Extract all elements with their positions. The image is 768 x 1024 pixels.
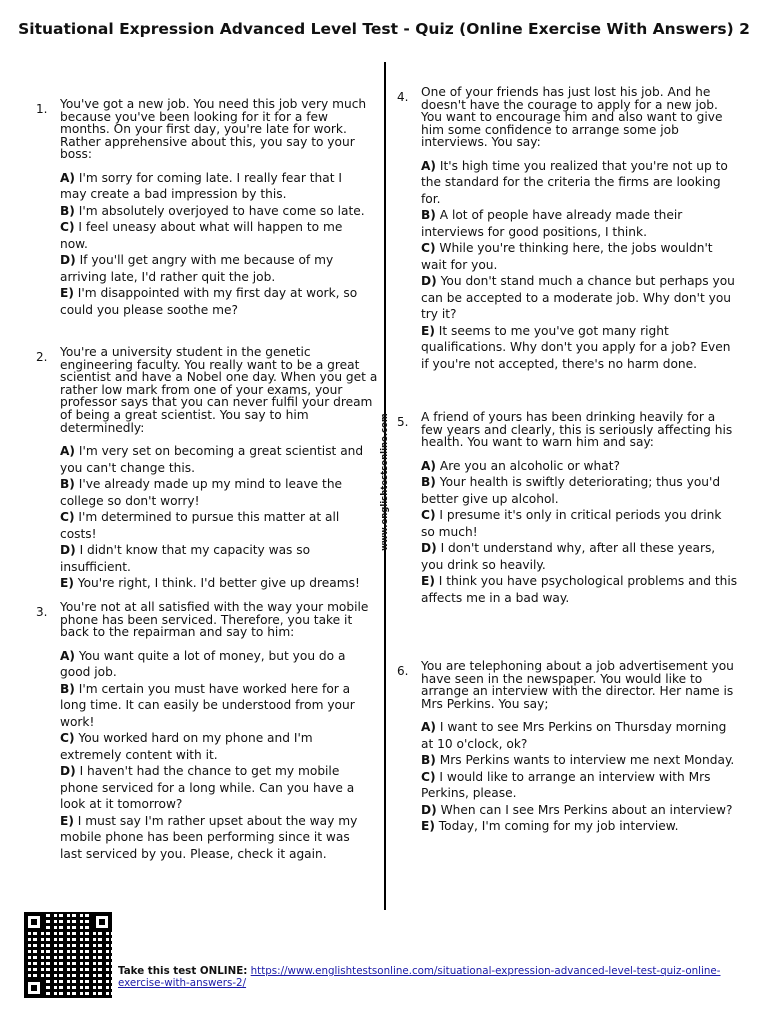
qr-code-icon[interactable] — [24, 912, 112, 998]
option-d: D) If you'll get angry with me because of my arriving late, I'd rather quit the job. — [60, 253, 334, 284]
question-2 — [36, 345, 378, 592]
option-a: A) I want to see Mrs Perkins on Thursday morning at 10 o'clock, ok? — [421, 720, 727, 751]
question-6 — [397, 659, 739, 835]
option-b: B) A lot of people have already made their interviews for good positions, I think. — [421, 208, 683, 239]
option-e: E) I'm disappointed with my first day at work, so could you please soothe me? — [60, 286, 358, 317]
footer-label: Take this test ONLINE: — [118, 965, 248, 977]
option-e: E) It seems to me you've got many right qualifications. Why don't you apply for a job? Even if you're not accepted, there's no harm done. — [421, 323, 731, 371]
option-d: D) You don't stand much a chance but perhaps you can be accepted to a moderate job. Why don't you try it? — [421, 274, 735, 322]
question-text: One of your friends has just lost his job. And he doesn't have the courage to apply for a new job. You want to encourage him and also want to give him some confidence to arrange some job interviews. You say: — [421, 85, 723, 150]
question-number: 3. — [36, 605, 48, 619]
question-4 — [397, 85, 739, 372]
question-number: 6. — [397, 664, 409, 678]
option-d: D) I don't understand why, after all these years, you drink so heavily. — [421, 541, 716, 572]
option-e: E) Today, I'm coming for my job interview. — [421, 819, 679, 834]
footer-link-text — [118, 965, 758, 989]
option-c: C) While you're thinking here, the jobs wouldn't wait for you. — [421, 241, 713, 272]
question-text: You're not at all satisfied with the way your mobile phone has been serviced. Therefore, you take it back to the repairman and say to him: — [60, 600, 369, 640]
option-c: C) You worked hard on my phone and I'm extremely content with it. — [60, 731, 313, 762]
option-b: B) I'm certain you must have worked here for a long time. It can easily be understood from your work! — [60, 681, 355, 729]
option-e: E) You're right, I think. I'd better give up dreams! — [60, 576, 360, 591]
page-title: Situational Expression Advanced Level Test - Quiz (Online Exercise With Answers) 2 — [18, 20, 750, 38]
question-text: You've got a new job. You need this job very much because you've been looking for it for a few months. On your first day, you're late for work. Rather apprehensive about this, you say to your boss: — [60, 97, 367, 162]
question-number: 2. — [36, 350, 48, 364]
option-b: B) Mrs Perkins wants to interview me next Monday. — [421, 753, 735, 768]
option-c: C) I feel uneasy about what will happen to me now. — [60, 220, 343, 251]
question-3 — [36, 600, 370, 862]
question-text: You are telephoning about a job advertisement you have seen in the newspaper. You would like to arrange an interview with the director. Her name is Mrs Perkins. You say; — [421, 659, 734, 711]
question-number: 1. — [36, 102, 48, 116]
question-number: 4. — [397, 90, 409, 104]
option-d: D) I haven't had the chance to get my mobile phone serviced for a long while. Can you have a look at it tomorrow? — [60, 764, 355, 812]
side-watermark: www.englishtestsonline.com — [380, 413, 390, 551]
question-text: You're a university student in the genetic engineering faculty. You really want to be a great scientist and have a Nobel one day. When you get a rather low mark from one of your exams, your professor says that you can never fulfil your dream of being a great scientist. You say to him determinedly: — [60, 345, 378, 435]
question-number: 5. — [397, 415, 409, 429]
question-text: A friend of yours has been drinking heavily for a few years and clearly, this is seriously affecting his health. You want to warn him and say: — [421, 410, 733, 450]
footer — [24, 912, 754, 1002]
option-c: C) I presume it's only in critical periods you drink so much! — [421, 508, 722, 539]
question-1 — [36, 97, 370, 318]
option-e: E) I think you have psychological problems and this affects me in a bad way. — [421, 574, 738, 605]
option-a: A) Are you an alcoholic or what? — [421, 458, 620, 473]
option-b: B) Your health is swiftly deteriorating; thus you'd better give up alcohol. — [421, 475, 721, 506]
option-a: A) It's high time you realized that you're not up to the standard for the criteria the firms are looking for. — [421, 158, 728, 206]
option-a: A) I'm sorry for coming late. I really fear that I may create a bad impression by this. — [60, 170, 342, 202]
option-b: B) I'm absolutely overjoyed to have come so late. — [60, 203, 365, 218]
test-url-link[interactable]: https://www.englishtestsonline.com/situational-expression-advanced-level-test-quiz-online-exercise-with-answers-2/ — [118, 965, 721, 989]
option-d: D) When can I see Mrs Perkins about an interview? — [421, 802, 733, 817]
question-5 — [397, 410, 739, 606]
option-a: A) I'm very set on becoming a great scientist and you can't change this. — [60, 444, 364, 475]
option-a: A) You want quite a lot of money, but you do a good job. — [60, 648, 346, 680]
option-d: D) I didn't know that my capacity was so insufficient. — [60, 543, 311, 574]
option-b: B) I've already made up my mind to leave the college so don't worry! — [60, 477, 343, 508]
option-e: E) I must say I'm rather upset about the way my mobile phone has been performing since it was last serviced by you. Please, check it again. — [60, 813, 358, 861]
option-c: C) I would like to arrange an interview with Mrs Perkins, please. — [421, 769, 711, 801]
option-c: C) I'm determined to pursue this matter at all costs! — [60, 510, 340, 541]
